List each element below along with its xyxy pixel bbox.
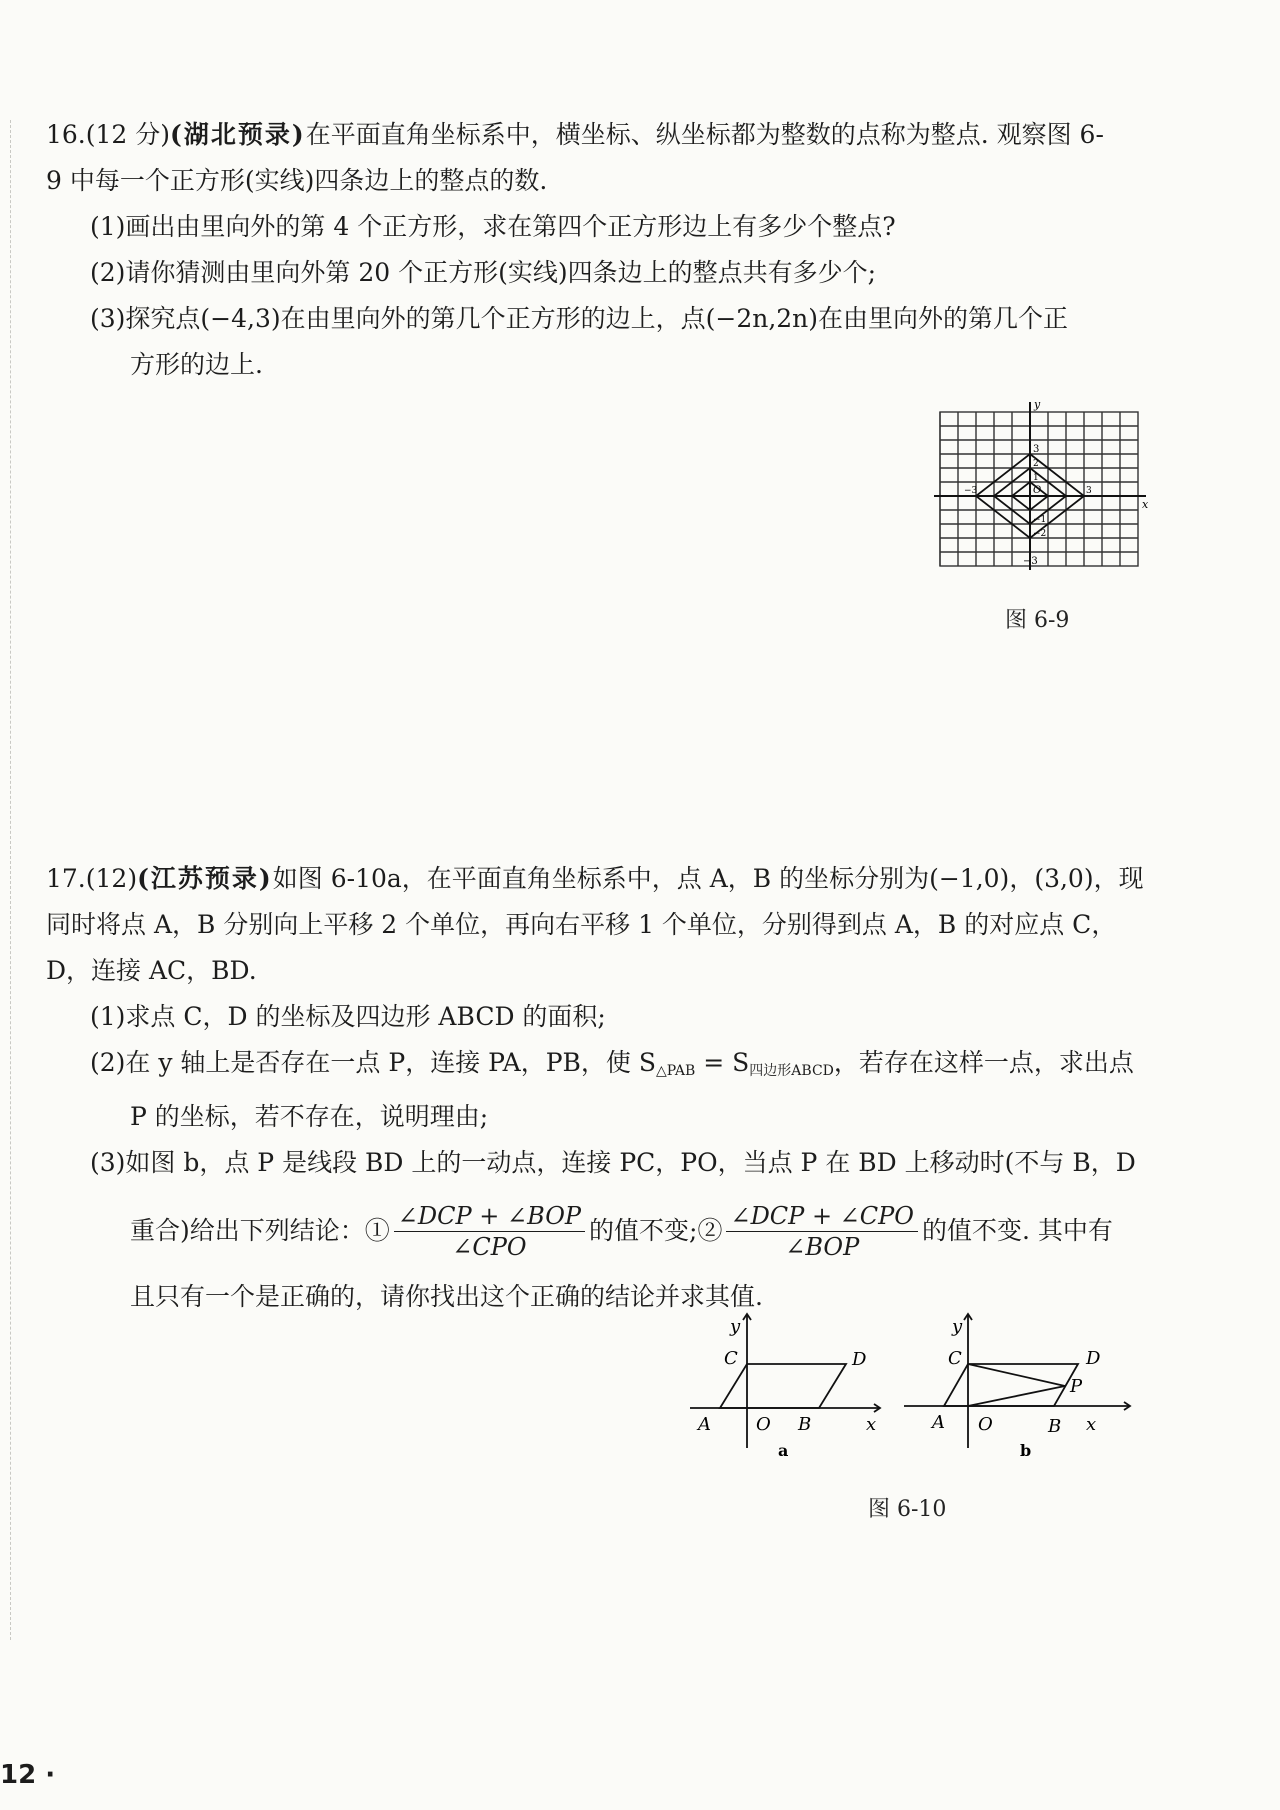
fig69-tick-p1: 1 (1033, 473, 1039, 483)
q16-stem-line1: 16.(12 分)(湖北预录)在平面直角坐标系中，横坐标、纵坐标都为整数的点称为整点. 观察图 6- (46, 120, 1104, 149)
grid-square-diagram (930, 398, 1150, 573)
fig-a-label-O: O (756, 1414, 771, 1435)
q16-source-tag: (湖北预录) (170, 120, 306, 149)
fig-a-label-C: C (724, 1348, 738, 1369)
q17-part3-line3: 且只有一个是正确的，请你找出这个正确的结论并求其值. (130, 1282, 763, 1311)
fig69-tick-p3: 3 (1033, 444, 1040, 455)
q17-stem-line1: 17.(12)(江苏预录)如图 6-10a，在平面直角坐标系中，点 A，B 的坐标分别为(−1,0)，(3,0)，现 (46, 864, 1144, 893)
fig-b-label-O: O (978, 1414, 993, 1435)
q16-part2: (2)请你猜测由里向外第 20 个正方形(实线)四条边上的整点共有多少个; (90, 258, 877, 287)
fig69-y-label: y (1034, 398, 1041, 411)
page-number: 12 · (0, 1760, 56, 1790)
fig69-xtick-n3: −3 (964, 486, 978, 496)
fig-a-label-B: B (798, 1414, 812, 1435)
question-16 (46, 112, 1158, 388)
fig-a-y-label: y (730, 1316, 741, 1337)
q16-stem-line2: 9 中每一个正方形(实线)四条边上的整点的数. (46, 166, 548, 195)
q17-stem-line3: D，连接 AC，BD. (46, 956, 257, 985)
q16-part3-line2: 方形的边上. (130, 350, 263, 379)
q16-part1: (1)画出由里向外的第 4 个正方形，求在第四个正方形边上有多少个整点? (90, 212, 896, 241)
fig-b-label-P: P (1070, 1376, 1083, 1397)
figure-6-9 (930, 398, 1150, 577)
fig-a-label-x: x (866, 1414, 877, 1435)
fig69-tick-n3: −3 (1023, 556, 1038, 567)
q17-part2-line1: (2)在 y 轴上是否存在一点 P，连接 PA，PB，使 $S_{\triangle PAB} = S_{四边形ABCD}$，若存在这样一点，求出点 (90, 1048, 1134, 1079)
binding-margin-line (10, 120, 11, 1640)
fig69-tick-p2: 2 (1033, 459, 1039, 469)
fig-b-segment-CP (968, 1364, 1065, 1386)
fig-b-label-A: A (932, 1412, 945, 1433)
fig-b-y-label: y (952, 1316, 963, 1337)
fig69-tick-n1: −1 (1033, 515, 1047, 525)
fraction-1: $\frac{\text{∠DCP + ∠BOP}}{\text{∠CPO}}$ (394, 1201, 585, 1262)
q17-part3-fraction-line: 重合)给出下列结论：① $\frac{\text{∠DCP + ∠BOP}}{\text{∠CPO}}$ 的值不变;② $\frac{\text{∠DCP + ∠CPO}}{\text{∠BOP}}$ 的值不变. 其中有 (130, 1201, 1113, 1261)
fig-a-label-D: D (852, 1349, 867, 1370)
fig-b-segment-OP (968, 1386, 1065, 1406)
figure-6-10-caption: 图 6-10 (868, 1497, 947, 1522)
q16-part3-line1: (3)探究点(−4,3)在由里向外的第几个正方形的边上，点(−2n,2n)在由里向外的第几个正 (90, 304, 1069, 333)
q17-source-tag: (江苏预录) (137, 864, 273, 893)
figure-6-9-caption: 图 6-9 (1005, 608, 1070, 633)
question-17 (46, 856, 1158, 1320)
fig-b-label-B: B (1048, 1416, 1062, 1437)
fig69-x-label: x (1142, 498, 1149, 511)
fig-b-label-C: C (948, 1348, 962, 1369)
fraction-2: $\frac{\text{∠DCP + ∠CPO}}{\text{∠BOP}}$ (726, 1201, 918, 1262)
figure-6-10b (900, 1308, 1140, 1462)
fig-b-label-D: D (1086, 1348, 1101, 1369)
fig-b-label-x: x (1086, 1414, 1097, 1435)
q17-stem-line2: 同时将点 A，B 分别向上平移 2 个单位，再向右平移 1 个单位，分别得到点 A，B 的对应点 C， (46, 910, 1117, 939)
fig-a-sub-label: a (778, 1441, 789, 1458)
figure-6-10a (680, 1308, 900, 1462)
q17-part2-line2: P 的坐标，若不存在，说明理由; (130, 1102, 489, 1131)
q17-part3-line1: (3)如图 b，点 P 是线段 BD 上的一动点，连接 PC，PO，当点 P 在 BD 上移动时(不与 B，D (90, 1148, 1136, 1177)
fig69-xtick-p3: 3 (1086, 486, 1092, 496)
fig69-origin-label: O (1033, 485, 1042, 496)
fig-a-label-A: A (698, 1414, 711, 1435)
fig-b-sub-label: b (1020, 1441, 1032, 1458)
fig69-tick-n2: −2 (1033, 529, 1047, 539)
fig-a-parallelogram (720, 1364, 846, 1408)
q17-part1: (1)求点 C，D 的坐标及四边形 ABCD 的面积; (90, 1002, 606, 1031)
